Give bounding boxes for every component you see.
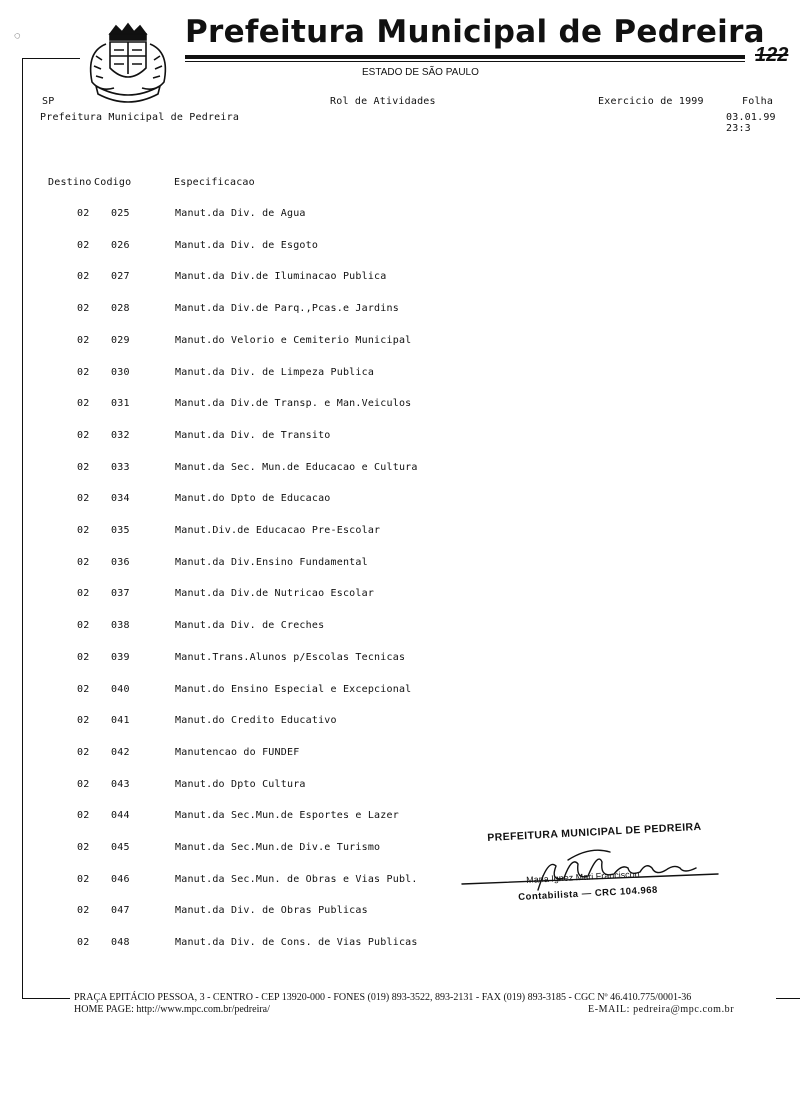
cell-codigo: 039 (111, 651, 130, 663)
table-row (0, 462, 560, 478)
cell-especificacao: Manut.da Div. de Esgoto (175, 239, 319, 251)
cell-especificacao: Manut.da Div.de Parq.,Pcas.e Jardins (175, 303, 399, 315)
cell-especificacao: Manut.da Div.de Nutricao Escolar (175, 588, 375, 600)
cell-codigo: 044 (111, 810, 130, 822)
meta-sheet-label: Folha (742, 96, 774, 107)
footer-email: E-MAIL: pedreira@mpc.com.br (588, 1004, 735, 1015)
table-row (0, 557, 560, 573)
table-row (0, 271, 560, 287)
title-rule-thin (185, 61, 745, 62)
cell-codigo: 033 (111, 461, 130, 473)
cell-codigo: 026 (111, 239, 130, 251)
table-row (0, 208, 560, 224)
cell-destino: 02 (77, 937, 90, 949)
cell-especificacao: Manut.da Div. de Agua (175, 208, 306, 219)
cell-destino: 02 (77, 651, 90, 663)
cell-codigo: 031 (111, 398, 130, 410)
title-rule (185, 55, 745, 59)
table-row (0, 715, 560, 731)
cell-destino: 02 (77, 303, 90, 315)
stamp-title: PREFEITURA MUNICIPAL DE PEDREIRA (487, 820, 702, 844)
table-row (0, 430, 560, 446)
signatory-role: Contabilista — CRC 104.968 (518, 884, 659, 903)
table-row (0, 684, 560, 700)
table-row (0, 493, 560, 509)
cell-destino: 02 (77, 239, 90, 251)
table-row (0, 303, 560, 319)
footer-rule-right (776, 998, 800, 999)
cell-especificacao: Manut.da Div.de Iluminacao Publica (175, 271, 387, 283)
cell-codigo: 041 (111, 715, 130, 727)
cell-codigo: 043 (111, 778, 130, 790)
cell-codigo: 045 (111, 842, 130, 853)
column-header-codigo: Codigo (94, 177, 132, 188)
table-row (0, 747, 560, 763)
signatory-name: Maria Ignez Mari Franciscon (526, 869, 640, 885)
cell-codigo: 037 (111, 588, 130, 600)
table-row (0, 335, 560, 351)
cell-destino: 02 (77, 588, 90, 600)
cell-destino: 02 (77, 208, 90, 219)
cell-destino: 02 (77, 842, 90, 853)
cell-destino: 02 (77, 873, 90, 885)
meta-report: Rol de Atividades (330, 96, 436, 107)
cell-especificacao: Manut.da Div.de Transp. e Man.Veiculos (175, 398, 412, 410)
cell-destino: 02 (77, 905, 90, 917)
table-row (0, 398, 560, 414)
cell-destino: 02 (77, 620, 90, 632)
cell-codigo: 034 (111, 493, 130, 505)
page-number: 122 (755, 44, 789, 66)
cell-destino: 02 (77, 810, 90, 822)
cell-destino: 02 (77, 683, 90, 695)
cell-especificacao: Manut.do Velorio e Cemiterio Municipal (175, 334, 412, 346)
cell-codigo: 028 (111, 303, 130, 315)
cell-codigo: 035 (111, 525, 130, 536)
cell-codigo: 046 (111, 873, 130, 885)
cell-especificacao: Manut.da Sec.Mun.de Div.e Turismo (175, 842, 381, 853)
cell-especificacao: Manutencao do FUNDEF (175, 746, 300, 758)
cell-codigo: 048 (111, 937, 130, 949)
cell-codigo: 030 (111, 366, 130, 378)
cell-codigo: 029 (111, 334, 130, 346)
meta-uf: SP (42, 96, 55, 107)
cell-codigo: 042 (111, 746, 130, 758)
column-header-especificacao: Especificacao (174, 177, 255, 188)
cell-especificacao: Manut.da Div. de Cons. de Vias Publicas (175, 937, 418, 949)
cell-especificacao: Manut.da Div. de Transito (175, 429, 331, 441)
cell-especificacao: Manut.da Sec.Mun.de Esportes e Lazer (175, 810, 399, 822)
cell-especificacao: Manut.Div.de Educacao Pre-Escolar (175, 525, 381, 536)
cell-codigo: 025 (111, 208, 130, 219)
cell-destino: 02 (77, 366, 90, 378)
footer-rule-left (22, 998, 70, 999)
cell-especificacao: Manut.da Div. de Obras Publicas (175, 905, 368, 917)
cell-codigo: 032 (111, 429, 130, 441)
table-row (0, 525, 560, 541)
table-row (0, 240, 560, 256)
cell-especificacao: Manut.da Div.Ensino Fundamental (175, 556, 368, 568)
cell-especificacao: Manut.do Credito Educativo (175, 715, 337, 727)
cell-destino: 02 (77, 461, 90, 473)
meta-organization: Prefeitura Municipal de Pedreira (40, 112, 240, 123)
table-row (0, 588, 560, 604)
cell-destino: 02 (77, 525, 90, 536)
cell-destino: 02 (77, 715, 90, 727)
cell-destino: 02 (77, 746, 90, 758)
state-name: ESTADO DE SÃO PAULO (362, 67, 479, 78)
column-header-destino: Destino (48, 177, 92, 188)
cell-especificacao: Manut.da Div. de Limpeza Publica (175, 366, 375, 378)
page-title: Prefeitura Municipal de Pedreira (185, 14, 765, 50)
corner-mark: ◌ (14, 30, 21, 42)
cell-especificacao: Manut.da Div. de Creches (175, 620, 325, 632)
table-row (0, 779, 560, 795)
cell-especificacao: Manut.da Sec. Mun.de Educacao e Cultura (175, 461, 418, 473)
table-row (0, 367, 560, 383)
cell-codigo: 038 (111, 620, 130, 632)
cell-destino: 02 (77, 778, 90, 790)
table-row (0, 652, 560, 668)
table-row (0, 937, 560, 953)
cell-destino: 02 (77, 271, 90, 283)
cell-destino: 02 (77, 334, 90, 346)
cell-especificacao: Manut.Trans.Alunos p/Escolas Tecnicas (175, 651, 406, 663)
cell-destino: 02 (77, 493, 90, 505)
cell-codigo: 036 (111, 556, 130, 568)
table-row (0, 620, 560, 636)
left-border-top (22, 58, 80, 59)
coat-of-arms-icon (80, 22, 176, 104)
cell-codigo: 027 (111, 271, 130, 283)
cell-destino: 02 (77, 556, 90, 568)
meta-datetime: 03.01.99 23:3 (726, 112, 776, 134)
footer-homepage: HOME PAGE: http://www.mpc.com.br/pedreira/ (74, 1004, 270, 1015)
cell-codigo: 040 (111, 683, 130, 695)
footer-address: PRAÇA EPITÁCIO PESSOA, 3 - CENTRO - CEP 13920-000 - FONES (019) 893-3522, 893-2131 - FAX (019) 893-3185 - CGC Nº 46.410.775/0001-36 (74, 992, 692, 1003)
cell-destino: 02 (77, 398, 90, 410)
meta-exercise: Exercicio de 1999 (598, 96, 704, 107)
cell-codigo: 047 (111, 905, 130, 917)
cell-especificacao: Manut.da Sec.Mun. de Obras e Vias Publ. (175, 873, 418, 885)
cell-especificacao: Manut.do Ensino Especial e Excepcional (175, 683, 412, 695)
cell-destino: 02 (77, 429, 90, 441)
table-row (0, 810, 560, 826)
cell-especificacao: Manut.do Dpto de Educacao (175, 493, 331, 505)
cell-especificacao: Manut.do Dpto Cultura (175, 778, 306, 790)
